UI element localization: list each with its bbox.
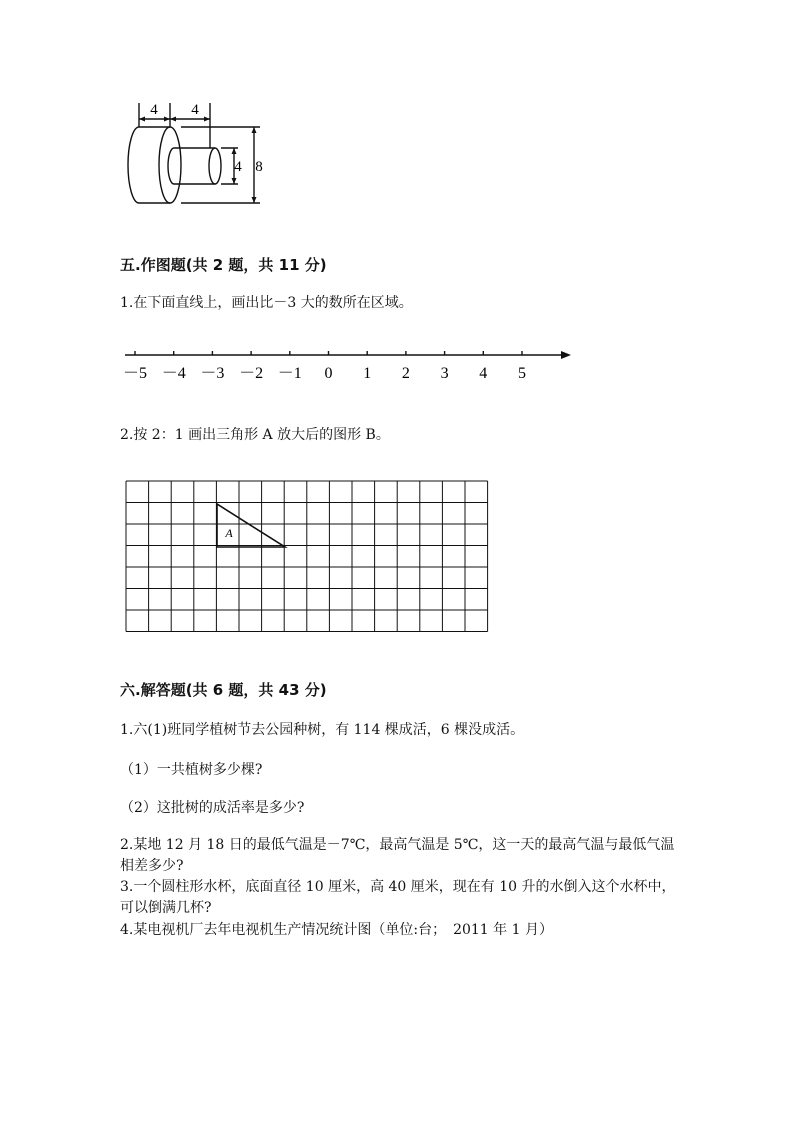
section-6-question-2: 2.某地 12 月 18 日的最低气温是－7℃，最高气温是 5℃，这一天的最高气温与最低气温相差多少?: [120, 837, 675, 874]
number-line-label: 1: [363, 365, 372, 382]
section-6-question-4: 4.某电视机厂去年电视机生产情况统计图（单位:台； 2011 年 1 月）: [120, 922, 553, 938]
number-line-label: 3: [440, 365, 449, 382]
number-line-label: 5: [518, 365, 526, 382]
section-5-title: 五.作图题(共 2 题，共 11 分): [120, 256, 327, 274]
dim-outer: 8: [255, 159, 263, 175]
section-6-question-1-sub-1: （1）一共植树多少棵?: [120, 762, 263, 778]
number-line-label: －3: [200, 365, 225, 382]
number-line-label: 4: [479, 365, 488, 382]
dim-inner: 4: [234, 159, 242, 175]
section-6-title: 六.解答题(共 6 题，共 43 分): [120, 681, 327, 699]
section-6-question-1: 1.六(1)班同学植树节去公园种树，有 114 棵成活，6 棵没成活。: [120, 722, 525, 738]
number-line-label: －1: [277, 365, 302, 382]
number-line-label: －4: [161, 365, 186, 382]
number-line-label: 0: [324, 365, 333, 382]
number-line-label: －5: [122, 365, 148, 382]
section-6-question-3: 3.一个圆柱形水杯，底面直径 10 厘米，高 40 厘米，现在有 10 升的水倒入这个水杯中，可以倒满几杯?: [120, 879, 676, 916]
section-5-question-2: 2.按 2：1 画出三角形 A 放大后的图形 B。: [120, 427, 390, 443]
triangle-a-label: A: [225, 526, 233, 540]
number-line: [120, 342, 575, 384]
section-5-question-1: 1.在下面直线上，画出比－3 大的数所在区域。: [120, 295, 413, 311]
triangle-grid: [125, 480, 491, 636]
dim-top-left: 4: [150, 102, 158, 118]
section-6-question-1-sub-2: （2）这批树的成活率是多少?: [120, 800, 305, 816]
number-line-label: －2: [239, 365, 264, 382]
cylinder-figure: [115, 95, 275, 213]
dim-top-right: 4: [191, 102, 199, 118]
number-line-label: 2: [401, 365, 410, 382]
